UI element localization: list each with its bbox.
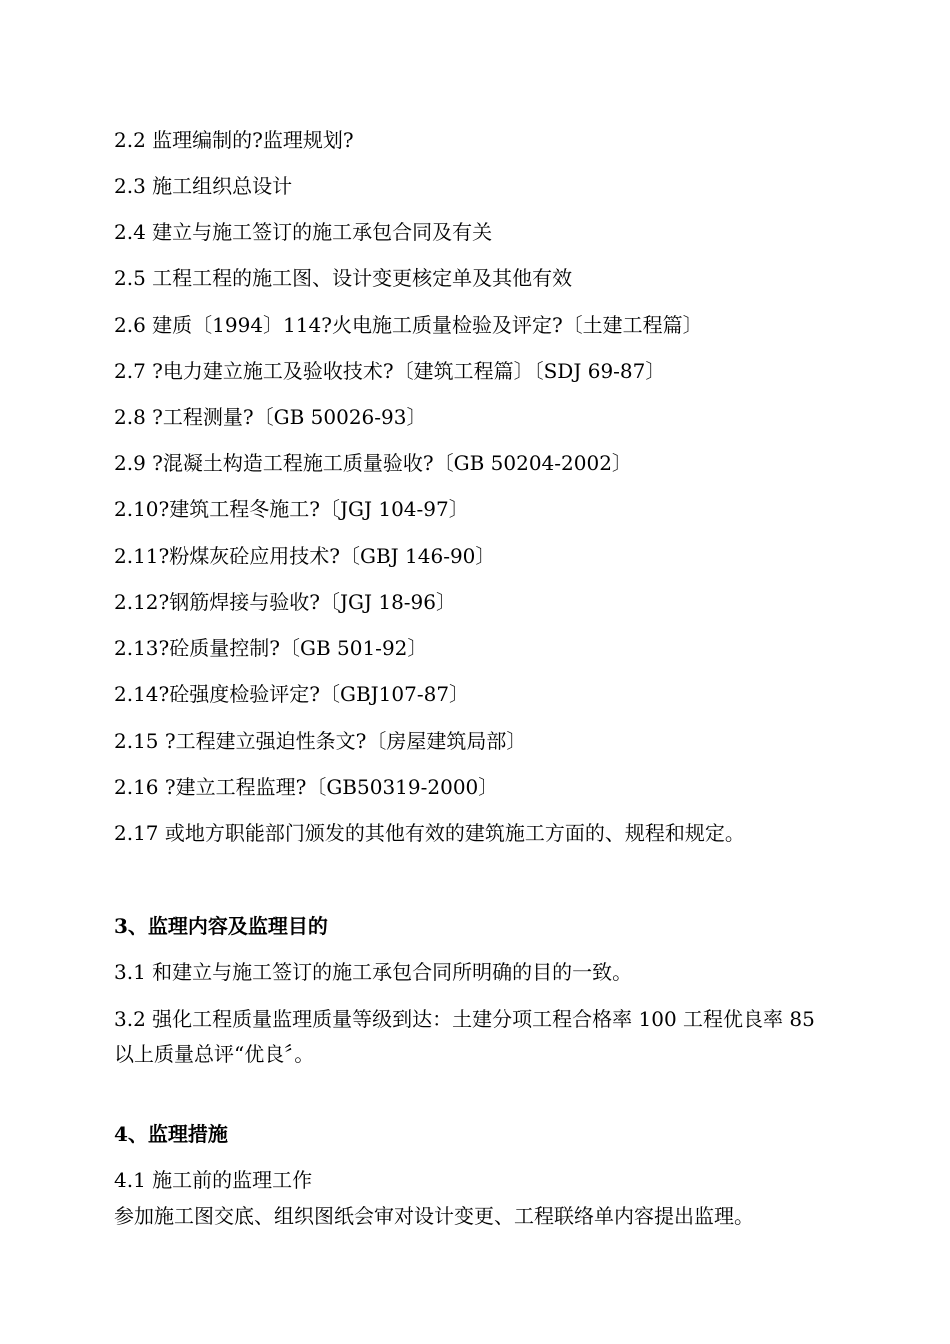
reference-item-2-6: 2.6 建质〔1994〕114?火电施工质量检验及评定?〔土建工程篇〕 (114, 313, 703, 337)
section-4-item-1: 4.1 施工前的监理工作 (114, 1168, 313, 1192)
reference-item-2-14: 2.14?砼强度检验评定?〔GBJ107-87〕 (114, 682, 470, 706)
section-4-item-1-detail: 参加施工图交底、组织图纸会审对设计变更、工程联络单内容提出监理。 (114, 1204, 754, 1228)
section-3-item-1: 3.1 和建立与施工签订的施工承包合同所明确的目的一致。 (114, 960, 633, 984)
section-3-item-2-line-2: 以上质量总评“优良〞。 (114, 1042, 315, 1066)
reference-item-2-10: 2.10?建筑工程冬施工?〔JGJ 104-97〕 (114, 497, 469, 521)
reference-item-2-9: 2.9 ?混凝土构造工程施工质量验收?〔GB 50204-2002〕 (114, 451, 632, 475)
reference-item-2-16: 2.16 ?建立工程监理?〔GB50319-2000〕 (114, 775, 499, 799)
reference-item-2-8: 2.8 ?工程测量?〔GB 50026-93〕 (114, 405, 427, 429)
reference-item-2-17: 2.17 或地方职能部门颁发的其他有效的建筑施工方面的、规程和规定。 (114, 821, 745, 845)
reference-item-2-2: 2.2 监理编制的?监理规划? (114, 128, 354, 152)
section-3-heading: 3、监理内容及监理目的 (114, 914, 328, 938)
reference-item-2-4: 2.4 建立与施工签订的施工承包合同及有关 (114, 220, 493, 244)
reference-item-2-7: 2.7 ?电力建立施工及验收技术?〔建筑工程篇〕〔SDJ 69-87〕 (114, 359, 666, 383)
reference-item-2-11: 2.11?粉煤灰砼应用技术?〔GBJ 146-90〕 (114, 544, 496, 568)
reference-item-2-3: 2.3 施工组织总设计 (114, 174, 293, 198)
reference-item-2-5: 2.5 工程工程的施工图、设计变更核定单及其他有效 (114, 266, 573, 290)
reference-item-2-15: 2.15 ?工程建立强迫性条文?〔房屋建筑局部〕 (114, 729, 527, 753)
reference-item-2-12: 2.12?钢筋焊接与验收?〔JGJ 18-96〕 (114, 590, 457, 614)
section-4-heading: 4、监理措施 (114, 1122, 228, 1146)
section-3-item-2-line-1: 3.2 强化工程质量监理质量等级到达：土建分项工程合格率 100 工程优良率 85 (114, 1007, 815, 1031)
reference-item-2-13: 2.13?砼质量控制?〔GB 501-92〕 (114, 636, 428, 660)
